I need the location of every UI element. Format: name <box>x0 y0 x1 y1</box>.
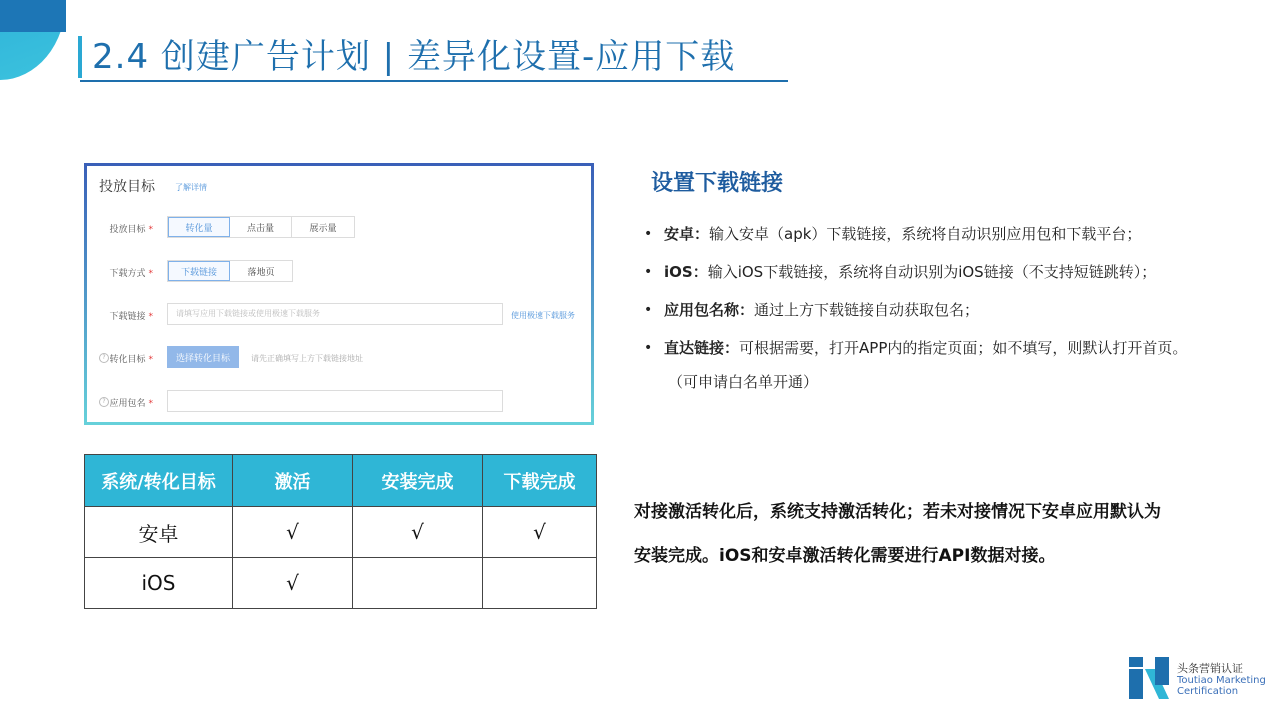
table-cell <box>353 558 483 609</box>
conversion-target-table <box>84 454 597 609</box>
download-link-input[interactable]: 请填写应用下载链接或使用极速下载服务 <box>167 303 503 325</box>
method-row-label: 下载方式 * <box>109 269 153 279</box>
target-option-conversion[interactable]: 转化量 <box>168 217 230 237</box>
logo-text-cn: 头条营销认证 <box>1177 662 1243 675</box>
bullet-package-name: • 应用包名称：通过上方下载链接自动获取包名； <box>644 301 980 319</box>
slide-title: 2.4 创建广告计划 | 差异化设置-应用下载 <box>92 37 736 77</box>
title-accent-bar <box>78 36 90 78</box>
method-segmented-control <box>167 260 293 282</box>
table-row <box>85 558 597 609</box>
bullet-list <box>644 222 1244 394</box>
fast-download-service-link[interactable]: 使用极速下载服务 <box>511 311 575 320</box>
table-cell <box>483 558 597 609</box>
method-option-link[interactable]: 下载链接 <box>168 261 230 281</box>
section-title: 设置下载链接 <box>651 171 784 196</box>
integration-note <box>634 490 1234 578</box>
panel-header: 投放目标 <box>99 179 155 195</box>
table-row <box>85 507 597 558</box>
help-icon[interactable]: ? <box>99 353 109 363</box>
table-cell: √ <box>483 507 597 558</box>
target-segmented-control <box>167 216 355 238</box>
note-line-2: 安装完成。iOS和安卓激活转化需要进行API数据对接。 <box>634 546 1056 566</box>
package-name-input[interactable] <box>167 390 503 412</box>
help-icon[interactable]: ? <box>99 397 109 407</box>
table-cell: iOS <box>85 558 233 609</box>
bullet-android: • 安卓：输入安卓（apk）下载链接，系统将自动识别应用包和下载平台； <box>644 225 1142 243</box>
select-conversion-button[interactable]: 选择转化目标 <box>167 346 239 368</box>
package-row-label: 应用包名 * <box>109 399 153 409</box>
table-cell: √ <box>233 558 353 609</box>
conversion-hint: 请先正确填写上方下载链接地址 <box>251 354 363 363</box>
method-option-landing-page[interactable]: 落地页 <box>247 267 275 278</box>
logo-text-en-2: Certification <box>1177 686 1239 697</box>
target-option-impressions[interactable]: 展示量 <box>309 223 337 234</box>
table-cell: 安卓 <box>85 507 233 558</box>
conversion-row-label: 转化目标 * <box>109 355 153 365</box>
learn-more-link[interactable]: 了解详情 <box>175 183 207 192</box>
bullet-deep-link: • 直达链接：可根据需要，打开APP内的指定页面；如不填写，则默认打开首页。 <box>644 339 1188 357</box>
target-option-clicks[interactable]: 点击量 <box>230 217 292 237</box>
table-header: 激活 <box>233 455 353 507</box>
table-cell: √ <box>233 507 353 558</box>
table-header: 下载完成 <box>483 455 597 507</box>
target-row-label: 投放目标 * <box>109 225 153 235</box>
table-header: 安装完成 <box>353 455 483 507</box>
logo-text-en-1: Toutiao Marketing <box>1177 675 1266 686</box>
ad-target-settings-panel <box>84 163 594 425</box>
bullet-ios: • iOS：输入iOS下载链接，系统将自动识别为iOS链接（不支持短链跳转）； <box>644 263 1157 281</box>
title-underline <box>80 80 788 82</box>
toutiao-logo-icon <box>1129 657 1169 699</box>
table-cell: √ <box>353 507 483 558</box>
note-line-1: 对接激活转化后，系统支持激活转化；若未对接情况下安卓应用默认为 <box>634 502 1161 522</box>
link-row-label: 下载链接 * <box>109 312 153 322</box>
bullet-deep-link-continuation: （可申请白名单开通） <box>668 373 819 391</box>
table-header: 系统/转化目标 <box>85 455 233 507</box>
corner-decoration-dark <box>0 0 66 32</box>
